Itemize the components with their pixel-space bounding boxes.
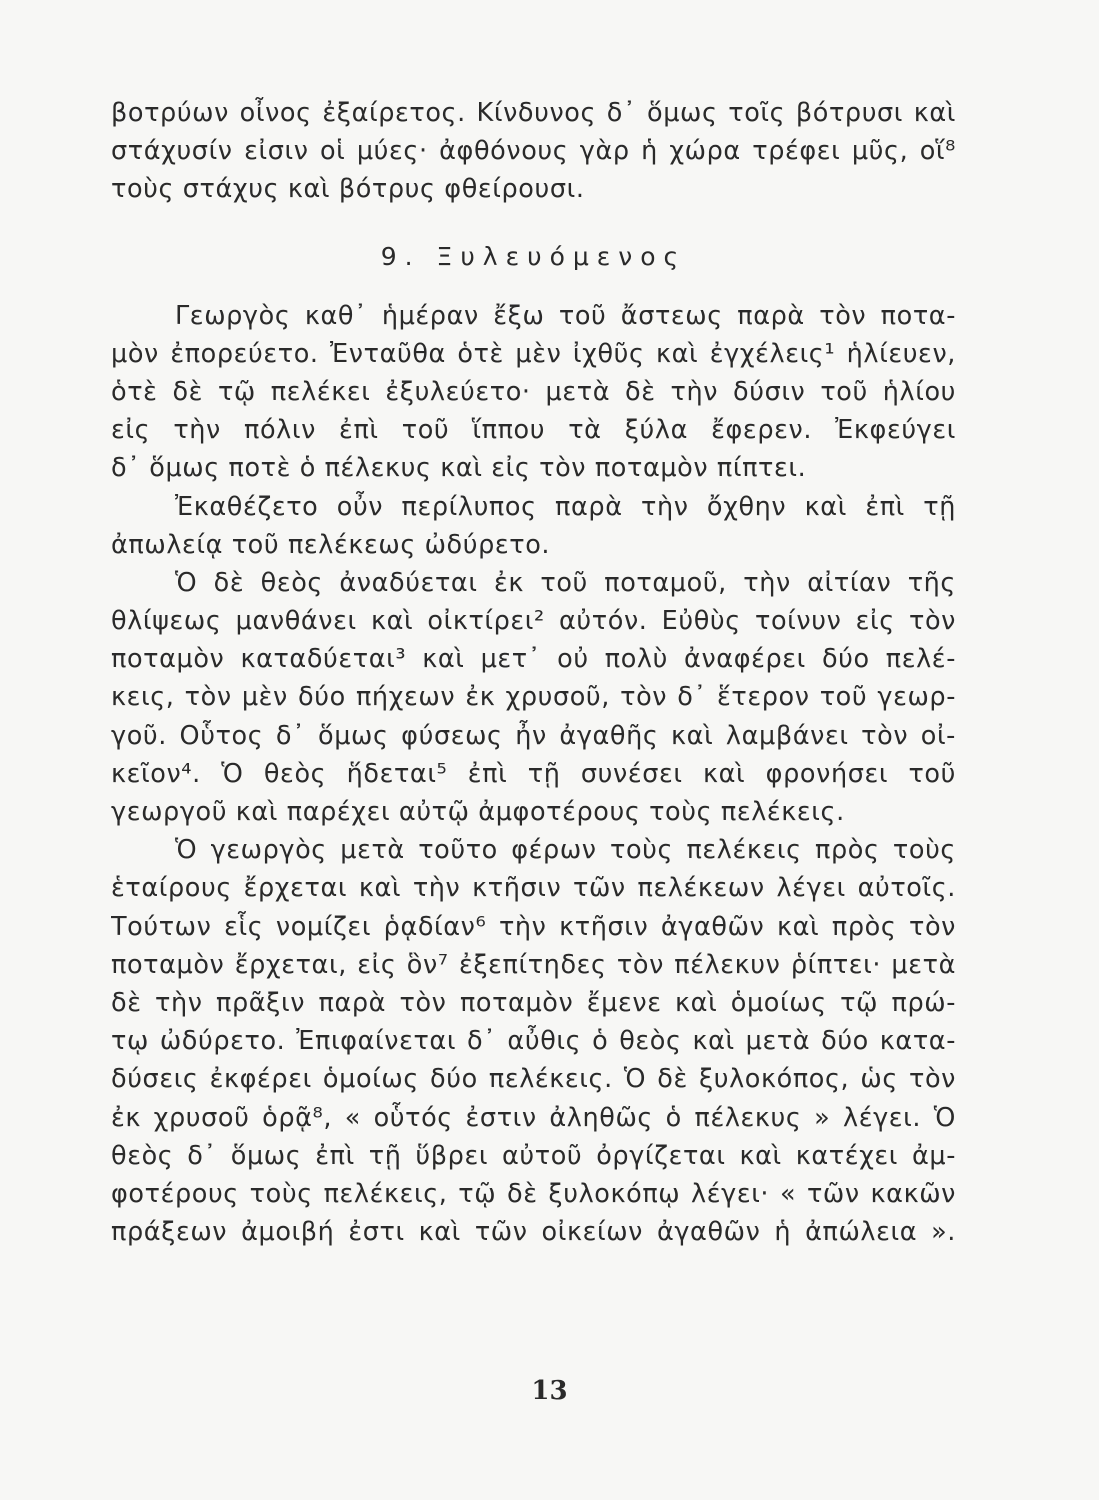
text-line: ὁτὲ δὲ τῷ πελέκει ἐξυλεύετο· μετὰ δὲ τὴν δύσιν τοῦ ἡλίου bbox=[111, 376, 956, 407]
text-line: ποταμὸν καταδύεται³ καὶ μετ᾽ οὐ πολὺ ἀναφέρει δύο πελέ- bbox=[111, 644, 956, 675]
page-number: 13 bbox=[531, 1376, 568, 1406]
text-line: Ὁ γεωργὸς μετὰ τοῦτο φέρων τοὺς πελέκεις πρὸς τοὺς bbox=[175, 835, 956, 866]
text-line: βοτρύων οἶνος ἐξαίρετος. Κίνδυνος δ᾽ ὅμως τοῖς βότρυσι καὶ bbox=[111, 98, 956, 128]
text-line: μὸν ἐπορεύετο. Ἐνταῦθα ὁτὲ μὲν ἰχθῦς καὶ ἐγχέλεις¹ ἡλίευεν, bbox=[111, 338, 956, 369]
paragraph-intro bbox=[111, 94, 956, 209]
text-line: Ἐκαθέζετο οὖν περίλυπος παρὰ τὴν ὄχθην καὶ ἐπὶ τῇ bbox=[175, 491, 956, 522]
paragraph-4 bbox=[111, 831, 956, 1251]
text-line: Γεωργὸς καθ᾽ ἡμέραν ἔξω τοῦ ἄστεως παρὰ τὸν ποτα- bbox=[175, 300, 956, 331]
section-title: 9. Ξυλευόμενος bbox=[380, 241, 687, 271]
text-line: γοῦ. Οὗτος δ᾽ ὅμως φύσεως ἦν ἀγαθῆς καὶ λαμβάνει τὸν οἰ- bbox=[111, 720, 956, 751]
text-line: τῳ ὠδύρετο. Ἐπιφαίνεται δ᾽ αὖθις ὁ θεὸς καὶ μετὰ δύο κατα- bbox=[111, 1026, 956, 1057]
text-line: φοτέρους τοὺς πελέκεις, τῷ δὲ ξυλοκόπῳ λέγει· « τῶν κακῶν bbox=[111, 1178, 956, 1209]
text-line: κεις, τὸν μὲν δύο πήχεων ἐκ χρυσοῦ, τὸν δ᾽ ἕτερον τοῦ γεωρ- bbox=[111, 682, 956, 713]
paragraph-1 bbox=[111, 297, 956, 488]
text-line: ἐκ χρυσοῦ ὁρᾷ⁸, « οὗτός ἐστιν ἀληθῶς ὁ πέλεκυς » λέγει. Ὁ bbox=[111, 1102, 956, 1133]
text-line: ποταμὸν ἔρχεται, εἰς ὃν⁷ ἐξεπίτηδες τὸν πέλεκυν ῥίπτει· μετὰ bbox=[111, 949, 956, 980]
paragraph-2 bbox=[111, 488, 956, 564]
text-line: στάχυσίν εἰσιν οἱ μύες· ἀφθόνους γὰρ ἡ χώρα τρέφει μῦς, οἵ⁸ bbox=[111, 136, 956, 167]
text-line: τοὺς στάχυς καὶ βότρυς φθείρουσι. bbox=[111, 174, 585, 205]
text-line: ἀπωλείᾳ τοῦ πελέκεως ὠδύρετο. bbox=[111, 529, 551, 560]
text-line: Τούτων εἷς νομίζει ῥᾳδίαν⁶ τὴν κτῆσιν ἀγαθῶν καὶ πρὸς τὸν bbox=[111, 911, 956, 942]
text-line: θεὸς δ᾽ ὅμως ἐπὶ τῇ ὕβρει αὐτοῦ ὀργίζεται καὶ κατέχει ἀμ- bbox=[111, 1140, 956, 1171]
text-line: εἰς τὴν πόλιν ἐπὶ τοῦ ἵππου τὰ ξύλα ἔφερεν. Ἐκφεύγει bbox=[111, 415, 956, 446]
text-line: δ᾽ ὅμως ποτὲ ὁ πέλεκυς καὶ εἰς τὸν ποταμὸν πίπτει. bbox=[111, 453, 807, 484]
text-line: δύσεις ἐκφέρει ὁμοίως δύο πελέκεις. Ὁ δὲ ξυλοκόπος, ὡς τὸν bbox=[111, 1064, 956, 1095]
text-line: πράξεων ἀμοιβή ἐστι καὶ τῶν οἰκείων ἀγαθῶν ἡ ἀπώλεια ». bbox=[111, 1217, 956, 1248]
text-line: θλίψεως μανθάνει καὶ οἰκτίρει² αὐτόν. Εὐθὺς τοίνυν εἰς τὸν bbox=[111, 606, 956, 637]
text-line: Ὁ δὲ θεὸς ἀναδύεται ἐκ τοῦ ποταμοῦ, τὴν αἰτίαν τῆς bbox=[175, 567, 956, 598]
text-line: κεῖον⁴. Ὁ θεὸς ἥδεται⁵ ἐπὶ τῇ συνέσει καὶ φρονήσει τοῦ bbox=[111, 758, 956, 789]
text-line: δὲ τὴν πρᾶξιν παρὰ τὸν ποταμὸν ἔμενε καὶ ὁμοίως τῷ πρώ- bbox=[111, 987, 956, 1018]
text-line: γεωργοῦ καὶ παρέχει αὐτῷ ἀμφοτέρους τοὺς πελέκεις. bbox=[111, 797, 845, 827]
text-block bbox=[111, 94, 956, 1251]
paragraph-3 bbox=[111, 564, 956, 831]
text-line: ἑταίρους ἔρχεται καὶ τὴν κτῆσιν τῶν πελέκεων λέγει αὐτοῖς. bbox=[111, 873, 956, 904]
